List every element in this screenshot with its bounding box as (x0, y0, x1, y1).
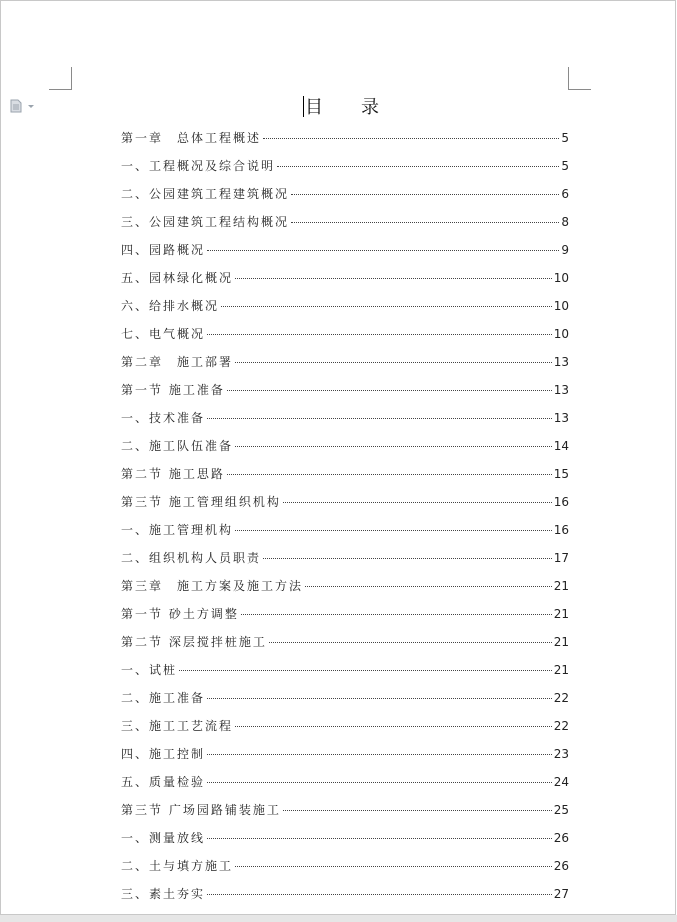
toc-entry-label: 二、施工准备 (121, 691, 206, 705)
toc-entry[interactable] (121, 465, 569, 493)
toc-entry-page: 21 (553, 635, 569, 649)
toc-entry-label: 第三章 施工方案及施工方法 (121, 579, 304, 593)
window-bottom-edge (0, 915, 677, 922)
toc-entry-page: 5 (561, 131, 569, 145)
toc-title-part2: 录 (361, 97, 379, 118)
toc-entry[interactable] (121, 157, 569, 185)
toc-entry-page: 10 (553, 271, 569, 285)
toc-entry-page: 13 (553, 355, 569, 369)
toc-entry[interactable] (121, 297, 569, 325)
toc-entry[interactable] (121, 605, 569, 633)
toc-leader-dots (207, 894, 552, 895)
toc-entry-label: 二、土与填方施工 (121, 859, 234, 873)
toc-entry-label: 第三节 广场园路铺装施工 (121, 803, 281, 817)
toc-entry-label: 一、测量放线 (121, 831, 206, 845)
toc-entry-page: 9 (561, 243, 569, 257)
toc-entry-page: 14 (553, 439, 569, 453)
toc-entry-label: 第三节 施工管理组织机构 (121, 495, 281, 509)
toc-entry[interactable] (121, 325, 569, 353)
toc-entry-page: 26 (553, 859, 569, 873)
toc-entry-label: 六、给排水概况 (121, 299, 220, 313)
toc-entry-label: 二、施工队伍准备 (121, 439, 234, 453)
toc-entry[interactable] (121, 241, 569, 269)
toc-entry-page: 13 (553, 411, 569, 425)
toc-entry[interactable] (121, 213, 569, 241)
toc-entry-page: 13 (553, 383, 569, 397)
toc-entry-label: 一、技术准备 (121, 411, 206, 425)
toc-leader-dots (179, 670, 552, 671)
toc-entry[interactable] (121, 577, 569, 605)
toc-entry-label: 第二章 施工部署 (121, 355, 234, 369)
toc-entry-label: 三、公园建筑工程结构概况 (121, 215, 290, 229)
toc-leader-dots (227, 474, 552, 475)
toc-entry-page: 26 (553, 831, 569, 845)
toc-entry-label: 五、质量检验 (121, 775, 206, 789)
toc-entry[interactable] (121, 661, 569, 689)
toc-entry-page: 21 (553, 579, 569, 593)
toc-entry-label: 三、素土夯实 (121, 887, 206, 901)
toc-entry-page: 10 (553, 299, 569, 313)
toc-entry[interactable] (121, 381, 569, 409)
toc-entry-label: 第一节 施工准备 (121, 383, 225, 397)
toc-entry-label: 四、园路概况 (121, 243, 206, 257)
toc-entry-label: 第一章 总体工程概述 (121, 131, 262, 145)
toc-entry-page: 17 (553, 551, 569, 565)
toc-entry-page: 24 (553, 775, 569, 789)
toc-leader-dots (291, 194, 559, 195)
toc-leader-dots (207, 418, 552, 419)
toc-entry-label: 一、施工管理机构 (121, 523, 234, 537)
toc-entry[interactable] (121, 493, 569, 521)
toc-leader-dots (305, 586, 552, 587)
toc-entry-page: 10 (553, 327, 569, 341)
toc-leader-dots (269, 642, 552, 643)
toc-leader-dots (235, 726, 552, 727)
toc-leader-dots (207, 838, 552, 839)
toc-entry-page: 16 (553, 523, 569, 537)
toc-leader-dots (221, 306, 552, 307)
toc-entry-label: 四、施工控制 (121, 747, 206, 761)
toc-entry[interactable] (121, 521, 569, 549)
toc-entry-page: 16 (553, 495, 569, 509)
toc-entry-page: 5 (561, 159, 569, 173)
toc-entry[interactable] (121, 857, 569, 885)
toc-entry[interactable] (121, 689, 569, 717)
toc-entry[interactable] (121, 829, 569, 857)
toc-leader-dots (227, 390, 552, 391)
toc-entry[interactable] (121, 409, 569, 437)
toc-entry[interactable] (121, 269, 569, 297)
toc-entry-page: 27 (553, 887, 569, 901)
toc-entry[interactable] (121, 129, 569, 157)
toc-leader-dots (263, 558, 552, 559)
toc-leader-dots (291, 222, 559, 223)
toc-entry-page: 21 (553, 663, 569, 677)
toc-leader-dots (235, 866, 552, 867)
toc-entry-label: 第二节 深层搅拌桩施工 (121, 635, 267, 649)
toc-entry[interactable] (121, 773, 569, 801)
toc-leader-dots (283, 810, 552, 811)
toc-entry-page: 8 (561, 215, 569, 229)
toc-entry[interactable] (121, 801, 569, 829)
text-cursor (303, 96, 304, 117)
toc-title-part1: 目 (305, 97, 323, 118)
toc-entry[interactable] (121, 549, 569, 577)
toc-entry-label: 一、工程概况及综合说明 (121, 159, 276, 173)
toc-entry-label: 五、园林绿化概况 (121, 271, 234, 285)
toc-leader-dots (207, 782, 552, 783)
top-right-margin-mark (568, 67, 591, 90)
toc-entry[interactable] (121, 885, 569, 913)
toc-entry[interactable] (121, 437, 569, 465)
toc-entry-label: 一、试桩 (121, 663, 178, 677)
toc-leader-dots (207, 754, 552, 755)
toc-leader-dots (277, 166, 559, 167)
toc-entry-page: 6 (561, 187, 569, 201)
toc-entry-label: 第一节 砂土方调整 (121, 607, 239, 621)
toc-entry-page: 15 (553, 467, 569, 481)
toc-leader-dots (207, 698, 552, 699)
toc-entry[interactable] (121, 185, 569, 213)
toc-entry-page: 22 (553, 691, 569, 705)
toc-leader-dots (283, 502, 552, 503)
toc-entry-label: 二、组织机构人员职责 (121, 551, 262, 565)
toc-entry[interactable] (121, 717, 569, 745)
toc-leader-dots (235, 446, 552, 447)
toc-leader-dots (207, 334, 552, 335)
toc-title (121, 93, 561, 119)
toc-entry-label: 七、电气概况 (121, 327, 206, 341)
top-left-margin-mark (49, 67, 72, 90)
toc-entry-page: 21 (553, 607, 569, 621)
document-options-icon[interactable] (10, 98, 38, 112)
toc-entry[interactable] (121, 353, 569, 381)
toc-leader-dots (241, 614, 552, 615)
toc-entry-page: 23 (553, 747, 569, 761)
toc-entry-page: 25 (553, 803, 569, 817)
toc-entry-label: 三、施工工艺流程 (121, 719, 234, 733)
toc-leader-dots (235, 530, 552, 531)
toc-leader-dots (235, 278, 552, 279)
toc-entry-label: 二、公园建筑工程建筑概况 (121, 187, 290, 201)
table-of-contents (121, 129, 569, 913)
toc-leader-dots (235, 362, 552, 363)
toc-entry-page: 22 (553, 719, 569, 733)
toc-entry-label: 第二节 施工思路 (121, 467, 225, 481)
toc-entry[interactable] (121, 633, 569, 661)
toc-leader-dots (263, 138, 559, 139)
toc-entry[interactable] (121, 745, 569, 773)
toc-leader-dots (207, 250, 559, 251)
